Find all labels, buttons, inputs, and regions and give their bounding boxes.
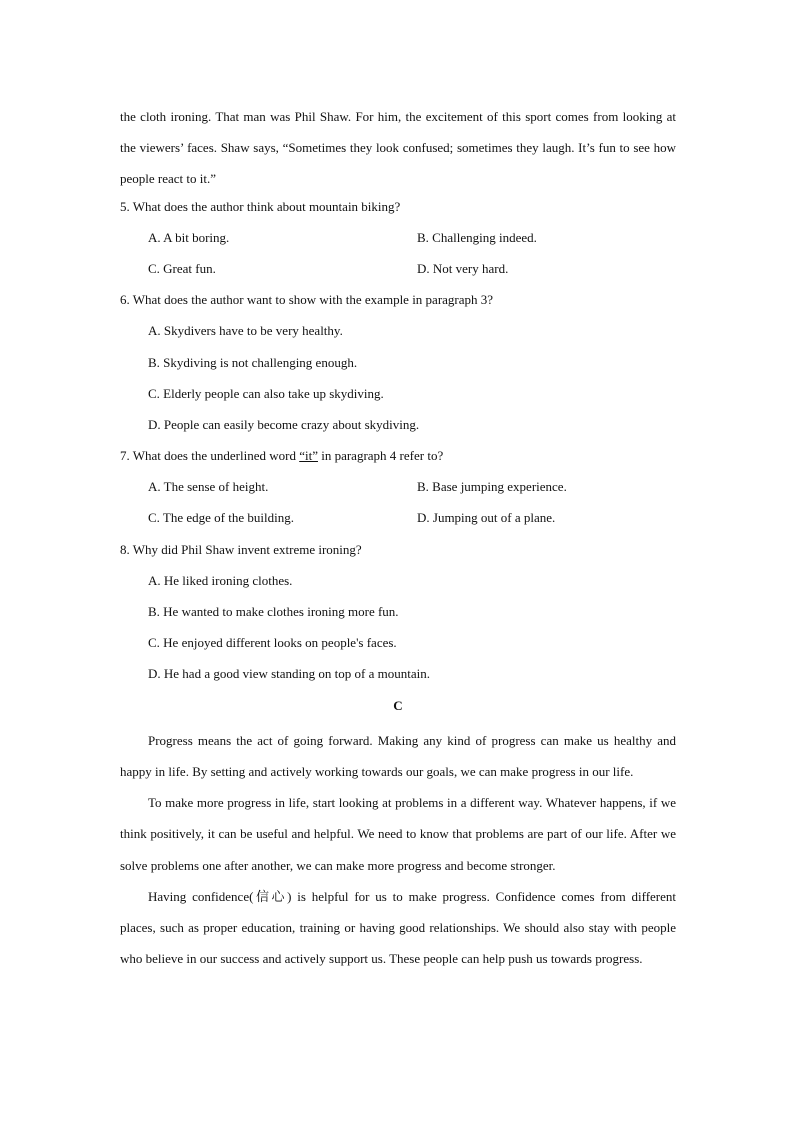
q8-option-c: C. He enjoyed different looks on people's faces.: [148, 635, 397, 651]
underlined-word: “it”: [299, 448, 318, 464]
q7-option-a: A. The sense of height.: [148, 479, 269, 495]
section-c-title: C: [393, 697, 403, 713]
q7-option-d: D. Jumping out of a plane.: [417, 510, 556, 526]
question-6-stem: 6. What does the author want to show with the example in paragraph 3?: [120, 292, 494, 308]
section-c-paragraph-2: To make more progress in life, start looking at problems in a different way. Whatever happens, if we think positively, it can be useful and helpful. We need to know that problems are part of our life. After we solve problems one after another, we can make more progress and become stronger.: [120, 795, 676, 873]
q8-option-b: B. He wanted to make clothes ironing more fun.: [148, 604, 399, 620]
page-content: [120, 101, 676, 974]
section-c-paragraph-3: Having confidence(信心) is helpful for us to make progress. Confidence comes from different places, such as proper education, training or having good relationships. We should also stay with people who believe in our success and actively support us. These people can help push us towards progress.: [120, 888, 676, 967]
q5-option-d: D. Not very hard.: [417, 260, 509, 276]
q7-option-c: C. The edge of the building.: [148, 510, 294, 526]
question-8-stem: 8. Why did Phil Shaw invent extreme ironing?: [120, 541, 362, 557]
q8-option-a: A. He liked ironing clothes.: [148, 572, 293, 588]
q6-option-a: A. Skydivers have to be very healthy.: [148, 323, 343, 339]
question-5-stem: 5. What does the author think about mountain biking?: [120, 198, 401, 214]
section-c-paragraph-1: Progress means the act of going forward. Making any kind of progress can make us healthy and happy in life. By setting and actively working towards our goals, we can make progress in our life.: [120, 732, 676, 779]
q8-option-d: D. He had a good view standing on top of a mountain.: [148, 666, 430, 682]
question-5: [120, 195, 676, 289]
q6-option-c: C. Elderly people can also take up skydiving.: [148, 385, 384, 401]
question-7-stem: 7. What does the underlined word “it” in paragraph 4 refer to?: [120, 448, 444, 464]
question-8: [120, 538, 676, 694]
q5-option-b: B. Challenging indeed.: [417, 229, 537, 245]
question-7: [120, 444, 676, 538]
q5-option-a: A. A bit boring.: [148, 229, 230, 245]
q5-option-c: C. Great fun.: [148, 260, 216, 276]
question-6: [120, 288, 676, 444]
passage-b-ending: the cloth ironing. That man was Phil Shaw. For him, the excitement of this sport comes from looking at the viewers’ faces. Shaw says, “Sometimes they look confused; sometimes they laugh. It’s fun to see how people react to it.”: [120, 109, 676, 187]
q6-option-b: B. Skydiving is not challenging enough.: [148, 354, 358, 370]
q7-option-b: B. Base jumping experience.: [417, 479, 567, 495]
q6-option-d: D. People can easily become crazy about skydiving.: [148, 416, 420, 432]
